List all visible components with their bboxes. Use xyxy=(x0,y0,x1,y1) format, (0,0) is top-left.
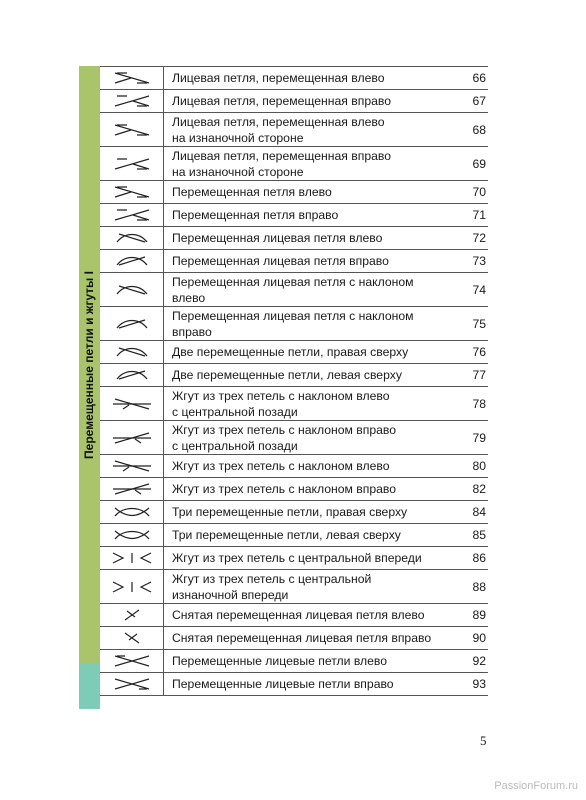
toc-row[interactable] xyxy=(100,547,488,570)
entry-page-number: 76 xyxy=(452,341,488,364)
two-twist-left-icon xyxy=(109,367,155,383)
toc-row[interactable] xyxy=(100,227,488,250)
entry-title xyxy=(164,67,453,90)
entry-title-line: Перемещенные лицевые петли вправо xyxy=(172,677,394,691)
toc-row[interactable] xyxy=(100,650,488,673)
section-bar-secondary xyxy=(79,663,100,709)
knit-twist-slant-right-icon xyxy=(109,316,155,332)
entry-title-line: Три перемещенные петли, правая сверху xyxy=(172,505,408,519)
toc-row[interactable] xyxy=(100,364,488,387)
entry-title-line: Лицевая петля, перемещенная вправо xyxy=(172,148,392,163)
entry-page-number: 69 xyxy=(452,147,488,181)
toc-row[interactable] xyxy=(100,67,488,90)
entry-title xyxy=(164,650,453,673)
cross-left-purl-icon xyxy=(109,122,155,138)
entry-title-line: Жгут из трех петель с наклоном влево xyxy=(172,459,390,473)
entry-title-line: Жгут из трех петель с наклоном вправо xyxy=(172,482,397,496)
cable3-center-front-icon xyxy=(109,550,155,566)
knit-twist-left-icon xyxy=(109,230,155,246)
entry-page-number: 89 xyxy=(452,604,488,627)
entry-title-line: с центральной позади xyxy=(172,404,298,419)
entry-page-number: 80 xyxy=(452,455,488,478)
symbol-cell xyxy=(100,113,164,147)
entry-title-line: Снятая перемещенная лицевая петля вправо xyxy=(172,631,432,645)
toc-row[interactable] xyxy=(100,570,488,604)
entry-title xyxy=(164,387,453,421)
toc-row[interactable] xyxy=(100,307,488,341)
entry-title-line: Перемещенная лицевая петля влево xyxy=(172,231,383,245)
entry-page-number: 90 xyxy=(452,627,488,650)
entry-page-number: 67 xyxy=(452,90,488,113)
three-twist-right-icon xyxy=(109,504,155,520)
cable3-left-back-icon xyxy=(109,396,155,412)
entry-page-number: 78 xyxy=(452,387,488,421)
symbol-cell xyxy=(100,67,164,90)
toc-row[interactable] xyxy=(100,113,488,147)
twist-right-icon xyxy=(109,207,155,223)
symbol-cell xyxy=(100,570,164,604)
entry-title-line: Лицевая петля, перемещенная влево xyxy=(172,71,385,85)
entry-title-line: на изнаночной стороне xyxy=(172,164,304,179)
cable3-center-purl-front-icon xyxy=(109,579,155,595)
section-label-text: Перемещенные петли и жгуты I xyxy=(82,271,96,459)
entry-title-line: Перемещенная петля вправо xyxy=(172,208,339,222)
toc-row[interactable] xyxy=(100,181,488,204)
entry-title-line: Снятая перемещенная лицевая петля влево xyxy=(172,608,425,622)
cross-right-purl-icon xyxy=(109,156,155,172)
entry-title xyxy=(164,147,453,181)
entry-title-line: Две перемещенные петли, правая сверху xyxy=(172,345,409,359)
knits-cross-left-icon xyxy=(109,653,155,669)
symbol-cell xyxy=(100,181,164,204)
symbol-cell xyxy=(100,227,164,250)
entry-title xyxy=(164,604,453,627)
symbol-cell xyxy=(100,501,164,524)
watermark: PassionForum.ru xyxy=(494,780,578,792)
toc-row[interactable] xyxy=(100,501,488,524)
entry-title xyxy=(164,307,453,341)
symbol-cell xyxy=(100,524,164,547)
entry-page-number: 73 xyxy=(452,250,488,273)
entry-title-line: Жгут из трех петель с наклоном влево xyxy=(172,388,390,403)
toc-row[interactable] xyxy=(100,673,488,696)
entry-title-line: Перемещенная лицевая петля вправо xyxy=(172,254,389,268)
entry-page-number: 92 xyxy=(452,650,488,673)
entry-page-number: 93 xyxy=(452,673,488,696)
entry-title xyxy=(164,524,453,547)
entry-page-number: 74 xyxy=(452,273,488,307)
entry-title xyxy=(164,181,453,204)
symbol-cell xyxy=(100,604,164,627)
symbol-cell xyxy=(100,421,164,455)
entry-page-number: 66 xyxy=(452,67,488,90)
symbol-cell xyxy=(100,673,164,696)
cable3-left-icon xyxy=(109,458,155,474)
toc-row[interactable] xyxy=(100,387,488,421)
contents-table xyxy=(100,66,488,696)
entry-title-line: Жгут из трех петель с наклоном вправо xyxy=(172,422,397,437)
entry-title-line: Перемещенные лицевые петли влево xyxy=(172,654,388,668)
toc-row[interactable] xyxy=(100,604,488,627)
entry-page-number: 82 xyxy=(452,478,488,501)
entry-title-line: Перемещенная лицевая петля с наклоном xyxy=(172,308,414,323)
symbol-cell xyxy=(100,455,164,478)
symbol-cell xyxy=(100,147,164,181)
entry-title xyxy=(164,501,453,524)
entry-title-line: с центральной позади xyxy=(172,438,298,453)
toc-row[interactable] xyxy=(100,627,488,650)
toc-row[interactable] xyxy=(100,524,488,547)
page-number: 5 xyxy=(480,733,487,748)
entry-title xyxy=(164,547,453,570)
entry-page-number: 88 xyxy=(452,570,488,604)
entry-title xyxy=(164,455,453,478)
entry-title xyxy=(164,204,453,227)
entry-title xyxy=(164,113,453,147)
entry-page-number: 77 xyxy=(452,364,488,387)
slip-twist-left-icon xyxy=(109,607,155,623)
entry-page-number: 79 xyxy=(452,421,488,455)
entry-title xyxy=(164,478,453,501)
entry-page-number: 84 xyxy=(452,501,488,524)
toc-row[interactable] xyxy=(100,90,488,113)
entry-title-line: Две перемещенные петли, левая сверху xyxy=(172,368,402,382)
knit-twist-right-icon xyxy=(109,253,155,269)
toc-row[interactable] xyxy=(100,478,488,501)
cross-left-icon xyxy=(109,70,155,86)
entry-page-number: 71 xyxy=(452,204,488,227)
entry-title xyxy=(164,227,453,250)
entry-page-number: 68 xyxy=(452,113,488,147)
symbol-cell xyxy=(100,90,164,113)
toc-row[interactable] xyxy=(100,341,488,364)
entry-title-line: вправо xyxy=(172,324,212,339)
entry-title-line: Лицевая петля, перемещенная вправо xyxy=(172,94,392,108)
entry-page-number: 72 xyxy=(452,227,488,250)
symbol-cell xyxy=(100,547,164,570)
entry-page-number: 70 xyxy=(452,181,488,204)
toc-row[interactable] xyxy=(100,147,488,181)
entry-title xyxy=(164,570,453,604)
symbol-cell xyxy=(100,273,164,307)
entry-title xyxy=(164,273,453,307)
two-twist-right-icon xyxy=(109,344,155,360)
entry-page-number: 75 xyxy=(452,307,488,341)
entry-title xyxy=(164,250,453,273)
entry-title-line: Жгут из трех петель с центральной впереди xyxy=(172,551,422,565)
entry-title-line: Жгут из трех петель с центральной xyxy=(172,571,372,586)
toc-row[interactable] xyxy=(100,455,488,478)
entry-title xyxy=(164,627,453,650)
entry-title-line: изнаночной впереди xyxy=(172,587,289,602)
entry-page-number: 85 xyxy=(452,524,488,547)
symbol-cell xyxy=(100,250,164,273)
symbol-cell xyxy=(100,387,164,421)
symbol-cell xyxy=(100,204,164,227)
three-twist-left-icon xyxy=(109,527,155,543)
entry-title-line: Перемещенная лицевая петля с наклоном xyxy=(172,274,414,289)
toc-row[interactable] xyxy=(100,250,488,273)
entry-title xyxy=(164,673,453,696)
symbol-cell xyxy=(100,307,164,341)
symbol-cell xyxy=(100,478,164,501)
entry-title xyxy=(164,364,453,387)
symbol-cell xyxy=(100,650,164,673)
symbol-cell xyxy=(100,627,164,650)
entry-title-line: влево xyxy=(172,290,206,305)
entry-title xyxy=(164,341,453,364)
knits-cross-right-icon xyxy=(109,676,155,692)
toc-row[interactable] xyxy=(100,273,488,307)
entry-title xyxy=(164,90,453,113)
slip-twist-right-icon xyxy=(109,630,155,646)
entry-title-line: Лицевая петля, перемещенная влево xyxy=(172,114,385,129)
entry-title-line: Перемещенная петля влево xyxy=(172,185,332,199)
entry-page-number: 86 xyxy=(452,547,488,570)
symbol-cell xyxy=(100,341,164,364)
knit-twist-slant-left-icon xyxy=(109,282,155,298)
cable3-right-icon xyxy=(109,481,155,497)
cross-right-icon xyxy=(109,93,155,109)
entry-title-line: Три перемещенные петли, левая сверху xyxy=(172,528,401,542)
entry-title-line: на изнаночной стороне xyxy=(172,130,304,145)
twist-left-icon xyxy=(109,184,155,200)
toc-row[interactable] xyxy=(100,421,488,455)
cable3-right-back-icon xyxy=(109,430,155,446)
entry-title xyxy=(164,421,453,455)
toc-row[interactable] xyxy=(100,204,488,227)
symbol-cell xyxy=(100,364,164,387)
